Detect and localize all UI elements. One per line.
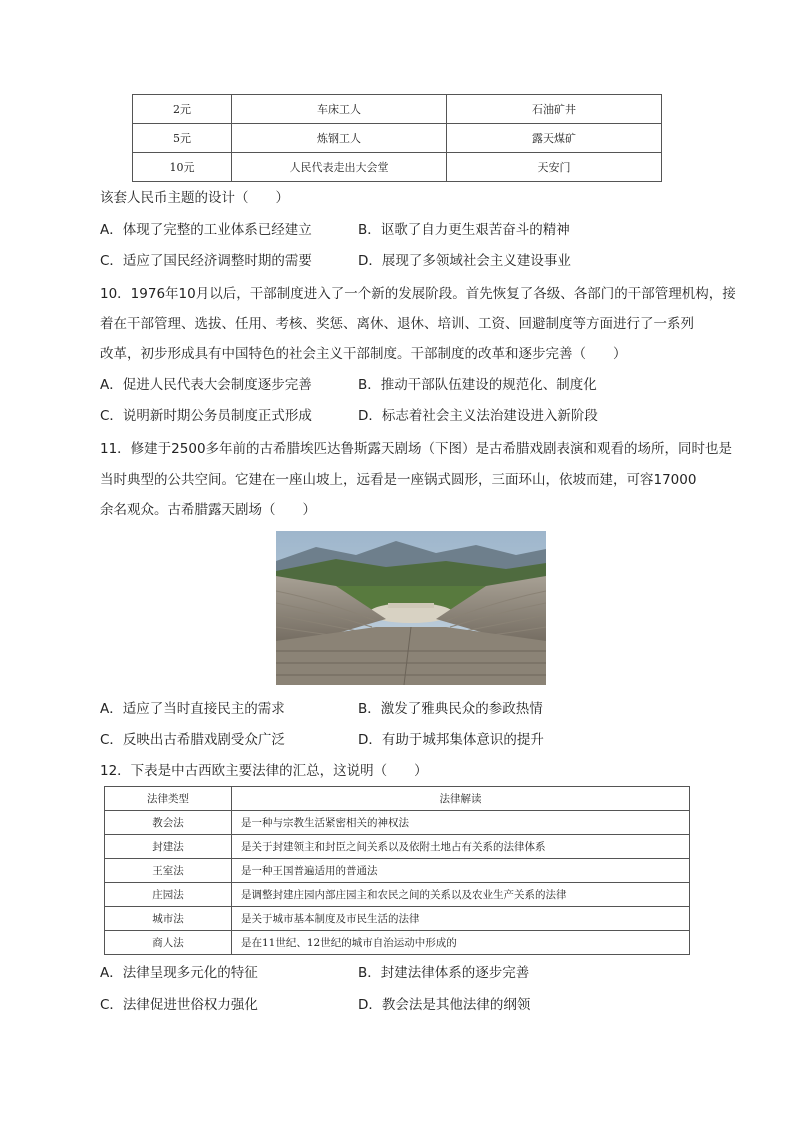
table-cell: 教会法 (105, 811, 232, 835)
q11-stem-line: 当时典型的公共空间。它建在一座山坡上，远看是一座锅式圆形，三面环山，依坡而建，可容17000 (100, 472, 697, 488)
q12-option-c[interactable]: C．法律促进世俗权力强化 (100, 997, 258, 1013)
table-row (105, 835, 690, 859)
table-row (133, 153, 662, 182)
table-row (133, 95, 662, 124)
table-row (105, 883, 690, 907)
q11-option-a[interactable]: A．适应了当时直接民主的需求 (100, 701, 285, 717)
table-row (105, 859, 690, 883)
table-header: 法律解读 (232, 787, 690, 811)
q12-stem: 12．下表是中古西欧主要法律的汇总，这说明（ ） (100, 763, 428, 779)
epidaurus-theater-image (276, 531, 546, 685)
q10-stem-line: 10．1976年10月以后，干部制度进入了一个新的发展阶段。首先恢复了各级、各部门的干部管理机构，接 (100, 286, 736, 302)
table-row (105, 931, 690, 955)
q9-stem: 该套人民币主题的设计（ ） (100, 190, 289, 206)
table-cell: 是一种王国普遍适用的普通法 (232, 859, 690, 883)
table-cell: 车床工人 (232, 95, 447, 124)
q9-option-d[interactable]: D．展现了多领域社会主义建设事业 (358, 253, 571, 269)
q9-option-a[interactable]: A．体现了完整的工业体系已经建立 (100, 222, 312, 238)
q11-stem-line: 11．修建于2500多年前的古希腊埃匹达鲁斯露天剧场（下图）是古希腊戏剧表演和观看的场所，同时也是 (100, 441, 733, 457)
table-cell: 石油矿井 (447, 95, 662, 124)
table-row (105, 811, 690, 835)
q12-option-a[interactable]: A．法律呈现多元化的特征 (100, 965, 258, 981)
table-cell: 王室法 (105, 859, 232, 883)
q11-stem-line: 余名观众。古希腊露天剧场（ ） (100, 502, 316, 518)
table-cell: 封建法 (105, 835, 232, 859)
table-cell: 人民代表走出大会堂 (232, 153, 447, 182)
q10-stem-line: 改革，初步形成具有中国特色的社会主义干部制度。干部制度的改革和逐步完善（ ） (100, 346, 627, 362)
q10-stem-line: 着在干部管理、选拔、任用、考核、奖惩、离休、退休、培训、工资、回避制度等方面进行了一系列 (100, 316, 694, 332)
table-cell: 2元 (133, 95, 232, 124)
table-row (105, 907, 690, 931)
table-header-row (105, 787, 690, 811)
q9-option-b[interactable]: B．讴歌了自力更生艰苦奋斗的精神 (358, 222, 570, 238)
table-cell: 是一种与宗教生活紧密相关的神权法 (232, 811, 690, 835)
q10-option-d[interactable]: D．标志着社会主义法治建设进入新阶段 (358, 408, 598, 424)
theater-photo (276, 531, 546, 685)
q10-option-c[interactable]: C．说明新时期公务员制度正式形成 (100, 408, 312, 424)
table-cell: 是关于封建领主和封臣之间关系以及依附土地占有关系的法律体系 (232, 835, 690, 859)
table-cell: 天安门 (447, 153, 662, 182)
q10-option-b[interactable]: B．推动干部队伍建设的规范化、制度化 (358, 377, 597, 393)
table-cell: 城市法 (105, 907, 232, 931)
table-cell: 是在11世纪、12世纪的城市自治运动中形成的 (232, 931, 690, 955)
table-cell: 5元 (133, 124, 232, 153)
currency-table (132, 94, 662, 182)
table-cell: 是调整封建庄园内部庄园主和农民之间的关系以及农业生产关系的法律 (232, 883, 690, 907)
table-cell: 庄园法 (105, 883, 232, 907)
q11-option-c[interactable]: C．反映出古希腊戏剧受众广泛 (100, 732, 285, 748)
q12-option-b[interactable]: B．封建法律体系的逐步完善 (358, 965, 530, 981)
table-cell: 是关于城市基本制度及市民生活的法律 (232, 907, 690, 931)
q10-option-a[interactable]: A．促进人民代表大会制度逐步完善 (100, 377, 312, 393)
table-cell: 商人法 (105, 931, 232, 955)
table-row (133, 124, 662, 153)
law-table (104, 786, 690, 955)
q12-option-d[interactable]: D．教会法是其他法律的纲领 (358, 997, 531, 1013)
table-cell: 炼钢工人 (232, 124, 447, 153)
q11-option-b[interactable]: B．激发了雅典民众的参政热情 (358, 701, 543, 717)
q9-option-c[interactable]: C．适应了国民经济调整时期的需要 (100, 253, 312, 269)
q11-option-d[interactable]: D．有助于城邦集体意识的提升 (358, 732, 544, 748)
table-cell: 10元 (133, 153, 232, 182)
table-header: 法律类型 (105, 787, 232, 811)
table-cell: 露天煤矿 (447, 124, 662, 153)
